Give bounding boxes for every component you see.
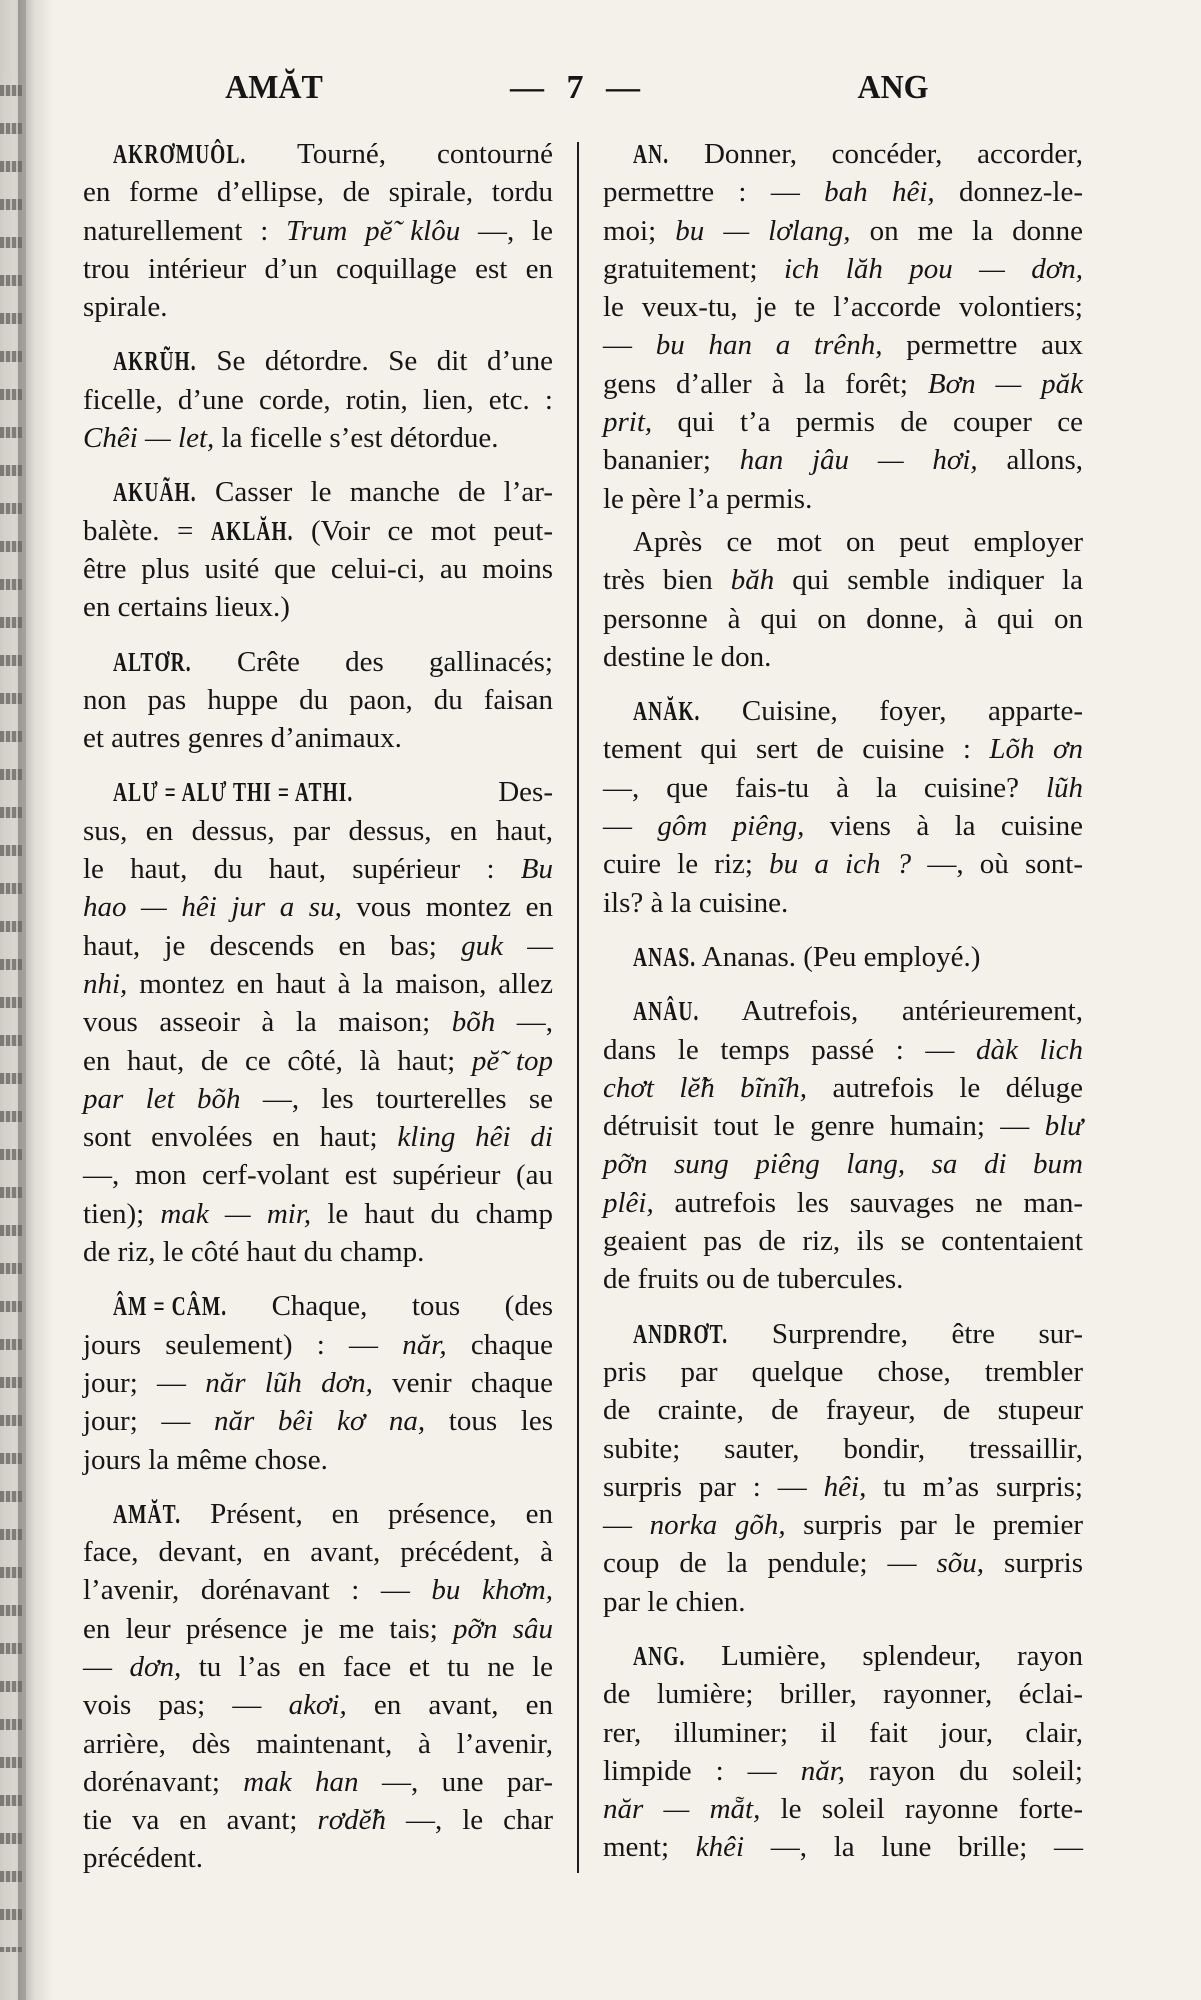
- bahnar-example: năr,: [402, 1328, 447, 1361]
- text-line: [83, 473, 553, 511]
- bahnar-example: khêi: [695, 1831, 745, 1864]
- column-divider: [577, 142, 579, 1873]
- definition-text: vous montez en: [341, 891, 554, 924]
- bahnar-example: Lõh ơn: [989, 733, 1083, 766]
- text-line: [83, 643, 553, 681]
- text-line: [603, 1506, 1083, 1544]
- bahnar-example: Chêi — let,: [83, 422, 215, 455]
- text-line: [603, 600, 1083, 638]
- definition-text: donnez-le-: [934, 176, 1083, 209]
- headword: ANAS.: [633, 941, 697, 972]
- dictionary-entry: [603, 992, 1083, 1298]
- bahnar-example: bõh: [451, 1006, 496, 1039]
- bahnar-example: blư: [1044, 1110, 1083, 1143]
- dictionary-entry: [83, 773, 553, 1271]
- bahnar-example: mak han: [243, 1765, 359, 1798]
- definition-text: très bien: [603, 564, 731, 597]
- bahnar-example: năr lũh dơn,: [205, 1366, 373, 1399]
- definition-text: dorénavant;: [83, 1765, 244, 1798]
- text-line: [83, 512, 553, 550]
- text-line: [603, 730, 1083, 768]
- definition-text: Des-: [353, 776, 553, 809]
- bahnar-example: hêi,: [823, 1470, 867, 1503]
- definition-text: en leur présence je me tais;: [83, 1612, 453, 1645]
- dictionary-entry: [83, 135, 553, 326]
- definition-text: —,: [495, 1006, 554, 1039]
- definition-text: Casser le manche de l’ar-: [196, 476, 553, 509]
- bahnar-example: bah hêi,: [824, 176, 935, 209]
- definition-text: de lumière; briller, rayonner, éclai-: [603, 1678, 1083, 1711]
- definition-text: Donner, concéder, accorder,: [669, 138, 1083, 170]
- bahnar-example: mak — mir,: [160, 1197, 312, 1230]
- text-line: [83, 1195, 553, 1233]
- definition-text: tien);: [83, 1197, 161, 1230]
- definition-text: arrière, dès maintenant, à l’avenir,: [83, 1727, 553, 1760]
- definition-text: coup de la pendule; —: [603, 1547, 937, 1580]
- bahnar-example: chơt lĕ̃h bĩnĩh,: [603, 1071, 808, 1104]
- definition-text: tous les: [425, 1405, 553, 1438]
- bahnar-example: han jâu — hơi,: [739, 444, 978, 477]
- bahnar-example: băh: [730, 564, 775, 597]
- definition-text: Surprendre, être sur-: [728, 1317, 1083, 1350]
- dictionary-entry: [603, 938, 1083, 976]
- definition-text: en haut, de ce côté, là haut;: [83, 1044, 472, 1077]
- bahnar-example: Trum pĕ̃ klôu: [286, 214, 461, 247]
- bahnar-example: kling hêi di: [397, 1121, 553, 1154]
- text-line: [83, 927, 553, 965]
- text-line: [603, 365, 1083, 403]
- text-line: [83, 1233, 553, 1271]
- text-line: [603, 480, 1083, 518]
- definition-text: ils? à la cuisine.: [603, 886, 789, 919]
- definition-text: —, mon cerf-volant est supérieur (au: [83, 1159, 553, 1192]
- definition-text: venir chaque: [372, 1366, 554, 1399]
- text-line: [603, 1544, 1083, 1582]
- definition-text: dans le temps passé : —: [603, 1033, 977, 1066]
- text-line: [83, 719, 553, 757]
- text-line: [603, 1145, 1083, 1183]
- text-line: [603, 992, 1083, 1030]
- bahnar-example: Bu: [520, 853, 553, 886]
- text-line: [83, 1287, 553, 1325]
- definition-text: —, le: [460, 214, 553, 247]
- bahnar-example: dơn,: [129, 1650, 182, 1683]
- definition-text: —, que fais-tu à la cuisine?: [603, 771, 1046, 804]
- definition-text: tement qui sert de cuisine :: [603, 733, 990, 766]
- dictionary-entry: [83, 643, 553, 758]
- definition-text: —, où sont-: [911, 848, 1084, 881]
- text-line: [603, 250, 1083, 288]
- definition-text: jours seulement) : —: [83, 1328, 403, 1361]
- headword: ANÂU.: [633, 996, 700, 1027]
- definition-text: pris par quelque chose, trembler: [603, 1355, 1083, 1388]
- headword: ALTƠR.: [113, 646, 192, 677]
- definition-text: destine le don.: [603, 640, 772, 673]
- text-line: [83, 173, 553, 211]
- definition-text: Se détordre. Se dit d’une: [196, 345, 553, 378]
- definition-text: —: [83, 1650, 130, 1683]
- headword: AKLĂH.: [210, 515, 294, 546]
- bahnar-example: pỡn sung piêng lang, sa di bum: [603, 1148, 1083, 1181]
- text-line: [83, 888, 553, 926]
- text-line: [603, 1430, 1083, 1468]
- bahnar-example: năr — mẵt,: [603, 1793, 761, 1826]
- definition-text: en certains lieux.): [83, 591, 290, 624]
- text-line: [603, 1583, 1083, 1621]
- text-line: [83, 1610, 553, 1648]
- dictionary-entry: [83, 1287, 553, 1478]
- headword: ÂM = CÂM.: [113, 1291, 228, 1322]
- definition-text: autrefois les sauvages ne man-: [653, 1186, 1083, 1219]
- text-line: [83, 773, 553, 811]
- text-line: [83, 1648, 553, 1686]
- text-line: [603, 403, 1083, 441]
- text-line: [83, 1364, 553, 1402]
- headword: AKRŨH.: [113, 346, 197, 377]
- headword: ANDRƠT.: [633, 1318, 729, 1349]
- page-number: — 7 —: [510, 69, 640, 106]
- text-line: [603, 1069, 1083, 1107]
- definition-text: autrefois le déluge: [807, 1071, 1083, 1104]
- bahnar-example: dàk lich: [976, 1033, 1084, 1066]
- text-line: [83, 1763, 553, 1801]
- dictionary-entry: [83, 1495, 553, 1878]
- bahnar-example: prit,: [603, 406, 653, 439]
- text-line: [83, 1326, 553, 1364]
- text-line: [603, 1828, 1083, 1866]
- text-line: [603, 523, 1083, 561]
- definition-text: —, les tourterelles se: [240, 1082, 553, 1115]
- headword: ALƯ = ALƯ THI = ATHI.: [113, 777, 354, 808]
- text-line: [603, 212, 1083, 250]
- bahnar-example: gôm piêng,: [657, 810, 805, 843]
- text-line: [603, 1031, 1083, 1069]
- definition-text: détruisit tout le genre humain; —: [603, 1110, 1045, 1143]
- definition-text: le veux-tu, je te l’accorde volontiers;: [603, 291, 1083, 324]
- definition-text: tu l’as en face et tu ne le: [181, 1650, 554, 1683]
- text-line: [83, 1571, 553, 1609]
- text-line: [603, 1637, 1083, 1675]
- definition-text: trou intérieur d’un coquillage est en: [83, 252, 553, 285]
- definition-text: face, devant, en avant, précédent, à: [83, 1536, 553, 1569]
- definition-text: non pas huppe du paon, du faisan: [83, 683, 553, 716]
- definition-text: le haut du champ: [311, 1197, 553, 1230]
- left-column: [83, 135, 553, 1878]
- headword: ANG.: [633, 1640, 686, 1671]
- text-line: [603, 1790, 1083, 1828]
- bahnar-example: norka gõh,: [649, 1509, 786, 1542]
- text-line: [83, 965, 553, 1003]
- definition-text: —, la lune brille; —: [744, 1831, 1083, 1864]
- definition-text: balète. =: [83, 514, 211, 547]
- definition-text: —, une par-: [358, 1765, 553, 1798]
- text-line: [603, 326, 1083, 364]
- definition-text: on me la donne: [850, 214, 1084, 247]
- text-line: [603, 1468, 1083, 1506]
- text-line: [603, 135, 1083, 173]
- definition-text: être plus usité que celui-ci, au moins: [83, 552, 553, 585]
- text-line: [603, 769, 1083, 807]
- definition-text: montez en haut à la maison, allez: [127, 967, 553, 1000]
- dictionary-entry: [83, 473, 553, 626]
- text-line: [83, 1156, 553, 1194]
- text-line: [83, 212, 553, 250]
- text-line: [603, 1714, 1083, 1752]
- bahnar-example: pĕ̃ top: [471, 1044, 553, 1077]
- definition-text: surpris: [984, 1547, 1084, 1580]
- bahnar-example: guk —: [461, 929, 553, 962]
- definition-text: limpide : —: [603, 1754, 801, 1787]
- bahnar-example: par let bõh: [83, 1082, 241, 1115]
- dictionary-entry: [83, 342, 553, 457]
- definition-text: par le chien.: [603, 1585, 746, 1618]
- definition-text: jour; —: [83, 1405, 215, 1438]
- definition-text: et autres genres d’animaux.: [83, 722, 402, 755]
- definition-text: sus, en dessus, par dessus, en haut,: [83, 814, 553, 847]
- text-line: [83, 1686, 553, 1724]
- text-line: [603, 561, 1083, 599]
- text-line: [603, 1675, 1083, 1713]
- text-line: [83, 250, 553, 288]
- text-line: [603, 692, 1083, 730]
- definition-text: précédent.: [83, 1842, 203, 1875]
- text-line: [603, 807, 1083, 845]
- definition-text: le haut, du haut, supérieur :: [83, 853, 521, 886]
- text-line: [603, 938, 1083, 976]
- definition-text: tie va en avant;: [83, 1804, 318, 1837]
- bahnar-example: akơi,: [288, 1689, 347, 1722]
- text-line: [83, 1839, 553, 1877]
- definition-text: Crête des gallinacés;: [191, 645, 553, 678]
- definition-text: de riz, le côté haut du champ.: [83, 1236, 425, 1269]
- definition-text: Ananas. (Peu employé.): [696, 940, 981, 973]
- text-line: [603, 1222, 1083, 1260]
- definition-text: le soleil rayonne forte-: [760, 1793, 1083, 1826]
- definition-text: ment;: [603, 1831, 696, 1864]
- definition-text: de crainte, de frayeur, de stupeur: [603, 1394, 1083, 1427]
- definition-text: Chaque, tous (des: [227, 1290, 553, 1323]
- text-line: [83, 1495, 553, 1533]
- definition-text: moi;: [603, 214, 676, 247]
- headword: AN.: [633, 139, 670, 169]
- definition-text: Autrefois, antérieurement,: [699, 995, 1083, 1028]
- text-line: [603, 1315, 1083, 1353]
- definition-text: haut, je descends en bas;: [83, 929, 462, 962]
- text-line: [603, 638, 1083, 676]
- text-line: [83, 419, 553, 457]
- text-line: [603, 441, 1083, 479]
- definition-text: vois pas; —: [83, 1689, 289, 1722]
- text-line: [603, 1353, 1083, 1391]
- definition-text: geaient pas de riz, ils se contentaient: [603, 1225, 1083, 1258]
- definition-text: permettre : —: [603, 176, 825, 209]
- definition-text: —: [603, 1509, 650, 1542]
- definition-text: —: [603, 810, 658, 843]
- text-line: [83, 1080, 553, 1118]
- definition-text: viens à la cuisine: [804, 810, 1084, 843]
- dictionary-entry: [603, 135, 1083, 518]
- text-line: [83, 812, 553, 850]
- definition-text: jour; —: [83, 1366, 206, 1399]
- text-line: [83, 1725, 553, 1763]
- text-line: [603, 1260, 1083, 1298]
- definition-text: gens d’aller à la forêt;: [603, 367, 928, 400]
- definition-text: Après ce mot on peut employer: [633, 525, 1083, 558]
- definition-text: rer, illuminer; il fait jour, clair,: [603, 1716, 1083, 1749]
- definition-text: personne à qui on donne, à qui on: [603, 602, 1083, 635]
- text-line: [83, 550, 553, 588]
- text-line: [83, 135, 553, 173]
- bahnar-example: pỡn sâu: [453, 1612, 553, 1645]
- bahnar-example: lũh: [1045, 771, 1083, 804]
- definition-text: naturellement :: [83, 214, 287, 247]
- definition-text: en avant, en: [346, 1689, 554, 1722]
- definition-text: —: [603, 329, 656, 362]
- bahnar-example: hao — hêi jur a su,: [83, 891, 342, 924]
- definition-text: (Voir ce mot peut-: [293, 514, 553, 547]
- bahnar-example: rơdĕ̃h: [317, 1804, 387, 1837]
- text-line: [603, 1184, 1083, 1222]
- text-line: [83, 1441, 553, 1479]
- dictionary-entry: [603, 1315, 1083, 1621]
- definition-text: jours la même chose.: [83, 1443, 328, 1476]
- bahnar-example: sõu,: [936, 1547, 985, 1580]
- bahnar-example: nhi,: [83, 967, 128, 1000]
- text-line: [603, 173, 1083, 211]
- definition-text: en forme d’ellipse, de spirale, tordu: [83, 176, 553, 209]
- headword: ANĂK.: [633, 696, 701, 727]
- text-line: [83, 342, 553, 380]
- dictionary-entry: [603, 692, 1083, 922]
- headword: AMĂT.: [113, 1498, 182, 1529]
- definition-text: Lumière, splendeur, rayon: [685, 1639, 1083, 1672]
- bahnar-example: bu — lơlang,: [675, 214, 851, 247]
- headword: AKUÃH.: [113, 477, 197, 508]
- bahnar-example: năr bêi kơ na,: [214, 1405, 426, 1438]
- definition-text: qui semble indiquer la: [774, 564, 1083, 597]
- definition-text: surpris par le premier: [785, 1509, 1083, 1542]
- definition-text: rayon du soleil;: [845, 1754, 1083, 1787]
- bahnar-example: bu khơm,: [431, 1574, 553, 1607]
- running-head-left: AMĂT: [225, 69, 323, 106]
- definition-text: surpris par : —: [603, 1470, 824, 1503]
- definition-text: —, le char: [386, 1804, 553, 1837]
- text-line: [83, 1402, 553, 1440]
- definition-text: gratuitement;: [603, 252, 784, 285]
- definition-text: sont envolées en haut;: [83, 1121, 398, 1154]
- definition-text: cuire le riz;: [603, 848, 770, 881]
- definition-text: Présent, en présence, en: [181, 1497, 553, 1530]
- definition-text: la ficelle s’est détordue.: [214, 422, 499, 455]
- text-line: [83, 1118, 553, 1156]
- text-line: [83, 850, 553, 888]
- definition-text: spirale.: [83, 291, 168, 324]
- definition-text: bananier;: [603, 444, 740, 477]
- text-line: [603, 1107, 1083, 1145]
- definition-text: l’avenir, dorénavant : —: [83, 1574, 432, 1607]
- text-line: [83, 681, 553, 719]
- bahnar-example: bu han a trênh,: [655, 329, 883, 362]
- definition-text: ficelle, d’une corde, rotin, lien, etc. :: [83, 383, 553, 416]
- definition-text: tu m’as surpris;: [866, 1470, 1083, 1503]
- text-line: [603, 1752, 1083, 1790]
- bahnar-example: năr,: [800, 1754, 846, 1787]
- text-line: [603, 288, 1083, 326]
- text-line: [83, 1003, 553, 1041]
- text-line: [603, 1391, 1083, 1429]
- text-line: [83, 1801, 553, 1839]
- dictionary-entry: [603, 1637, 1083, 1867]
- definition-text: qui t’a permis de couper ce: [652, 406, 1083, 439]
- text-line: [83, 1042, 553, 1080]
- definition-text: de fruits ou de tubercules.: [603, 1263, 904, 1296]
- right-column: [603, 135, 1083, 1867]
- bahnar-example: plêi,: [603, 1186, 654, 1219]
- text-line: [83, 588, 553, 626]
- text-line: [83, 1533, 553, 1571]
- definition-text: vous asseoir à la maison;: [83, 1006, 452, 1039]
- running-head-right: ANG: [857, 69, 929, 106]
- definition-text: Cuisine, foyer, apparte-: [700, 695, 1083, 728]
- bahnar-example: bu a ich ?: [769, 848, 912, 881]
- definition-text: le père l’a permis.: [603, 482, 813, 515]
- gutter-shadow: [18, 0, 54, 2000]
- definition-text: chaque: [446, 1328, 553, 1361]
- definition-text: permettre aux: [882, 329, 1084, 362]
- definition-text: subite; sauter, bondir, tressaillir,: [603, 1432, 1083, 1465]
- text-line: [603, 884, 1083, 922]
- text-line: [603, 845, 1083, 883]
- paragraph-continuation: [603, 523, 1083, 676]
- bahnar-example: Bơn — păk: [927, 367, 1083, 400]
- bahnar-example: ich lăh pou — dơn,: [784, 252, 1083, 285]
- headword: AKRƠMUÔL.: [113, 139, 247, 169]
- definition-text: Tourné, contourné: [246, 138, 553, 170]
- definition-text: allons,: [977, 444, 1083, 477]
- text-line: [83, 381, 553, 419]
- text-line: [83, 288, 553, 326]
